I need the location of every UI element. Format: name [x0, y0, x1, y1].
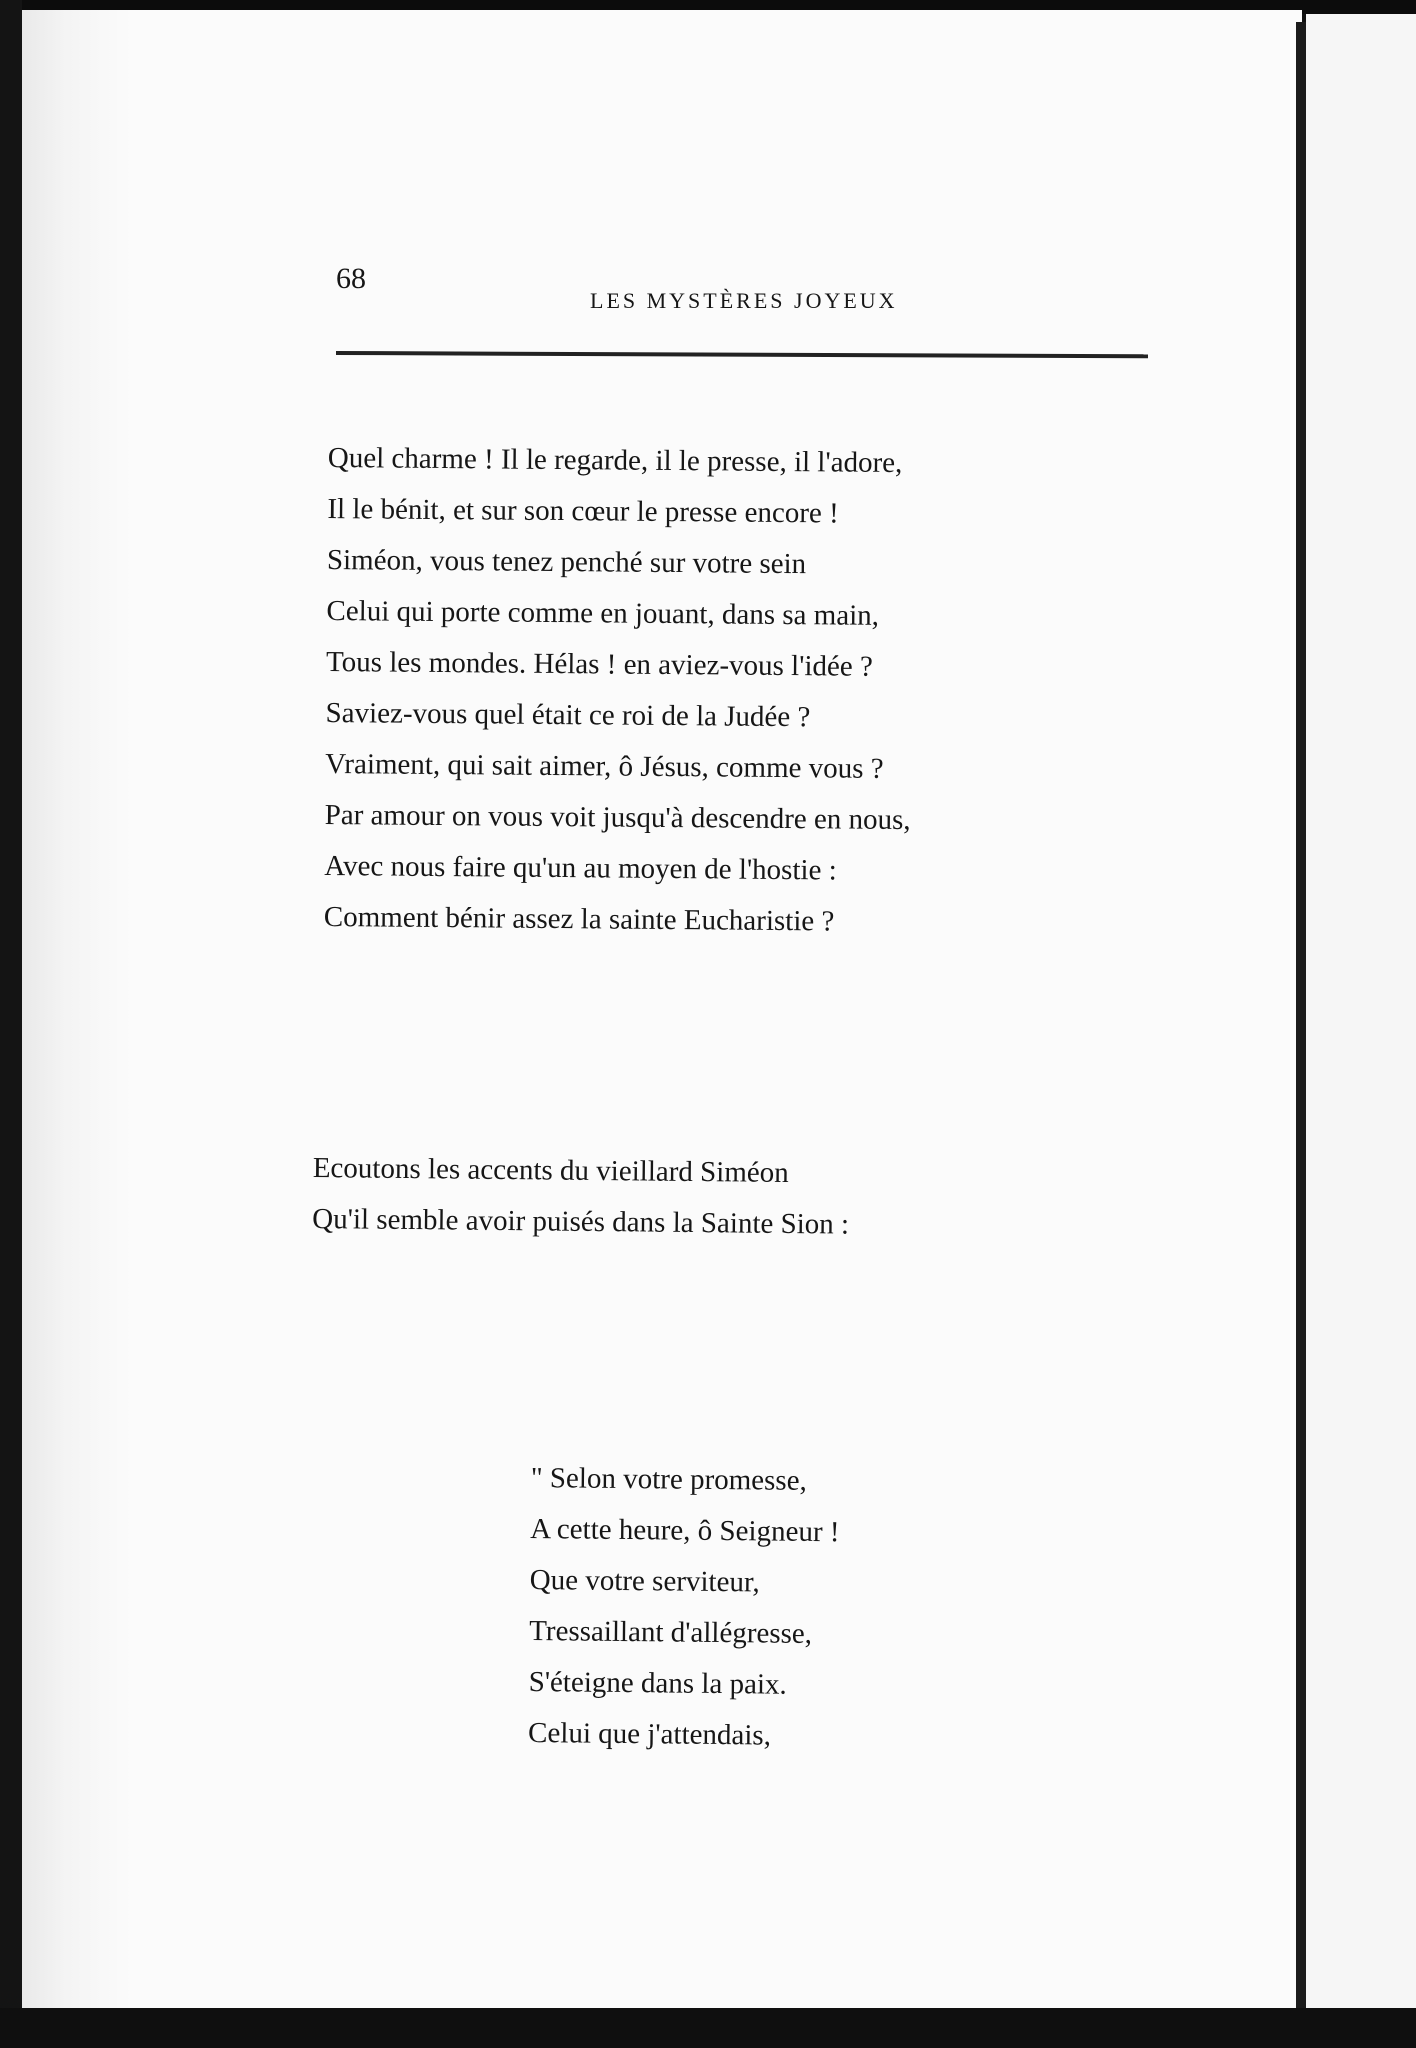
verse-line: Ecoutons les accents du vieillard Siméon: [312, 1151, 789, 1189]
verse-line: Que votre serviteur,: [529, 1563, 760, 1599]
verse-line: Vraiment, qui sait aimer, ô Jésus, comme vous ?: [325, 747, 884, 785]
scan-left-edge: [0, 0, 22, 2048]
verse-line: Comment bénir assez la sainte Eucharistie ?: [323, 900, 835, 938]
running-title: LES MYSTÈRES JOYEUX: [590, 288, 898, 313]
book-gutter: [1296, 22, 1306, 2012]
verse-line: " Selon votre promesse,: [530, 1461, 807, 1497]
verse-line: Tressaillant d'allégresse,: [529, 1614, 813, 1650]
verse-line: Quel charme ! Il le regarde, il le presse, il l'adore,: [327, 441, 903, 480]
scan-bottom-edge: [0, 2008, 1416, 2048]
page-number: 68: [336, 262, 366, 295]
verse-line: Siméon, vous tenez penché sur votre sein: [326, 543, 807, 581]
verse-line: Tous les mondes. Hélas ! en aviez-vous l'idée ?: [325, 645, 873, 683]
verse-line: Par amour on vous voit jusqu'à descendre en nous,: [324, 798, 911, 837]
verse-line: A cette heure, ô Seigneur !: [530, 1512, 840, 1549]
verse-line: Avec nous faire qu'un au moyen de l'hostie :: [324, 849, 837, 887]
verse-line: Celui qui porte comme en jouant, dans sa main,: [326, 594, 880, 632]
verse-line: Celui que j'attendais,: [527, 1716, 772, 1752]
verse-line: Saviez-vous quel était ce roi de la Judée ?: [325, 696, 811, 734]
facing-page-edge: [1306, 14, 1416, 2008]
verse-line: Il le bénit, et sur son cœur le presse encore !: [327, 492, 839, 530]
page-stack-edge: [22, 10, 132, 2008]
verse-line: Qu'il semble avoir puisés dans la Sainte Sion :: [312, 1202, 850, 1241]
verse-line: S'éteigne dans la paix.: [528, 1665, 787, 1701]
